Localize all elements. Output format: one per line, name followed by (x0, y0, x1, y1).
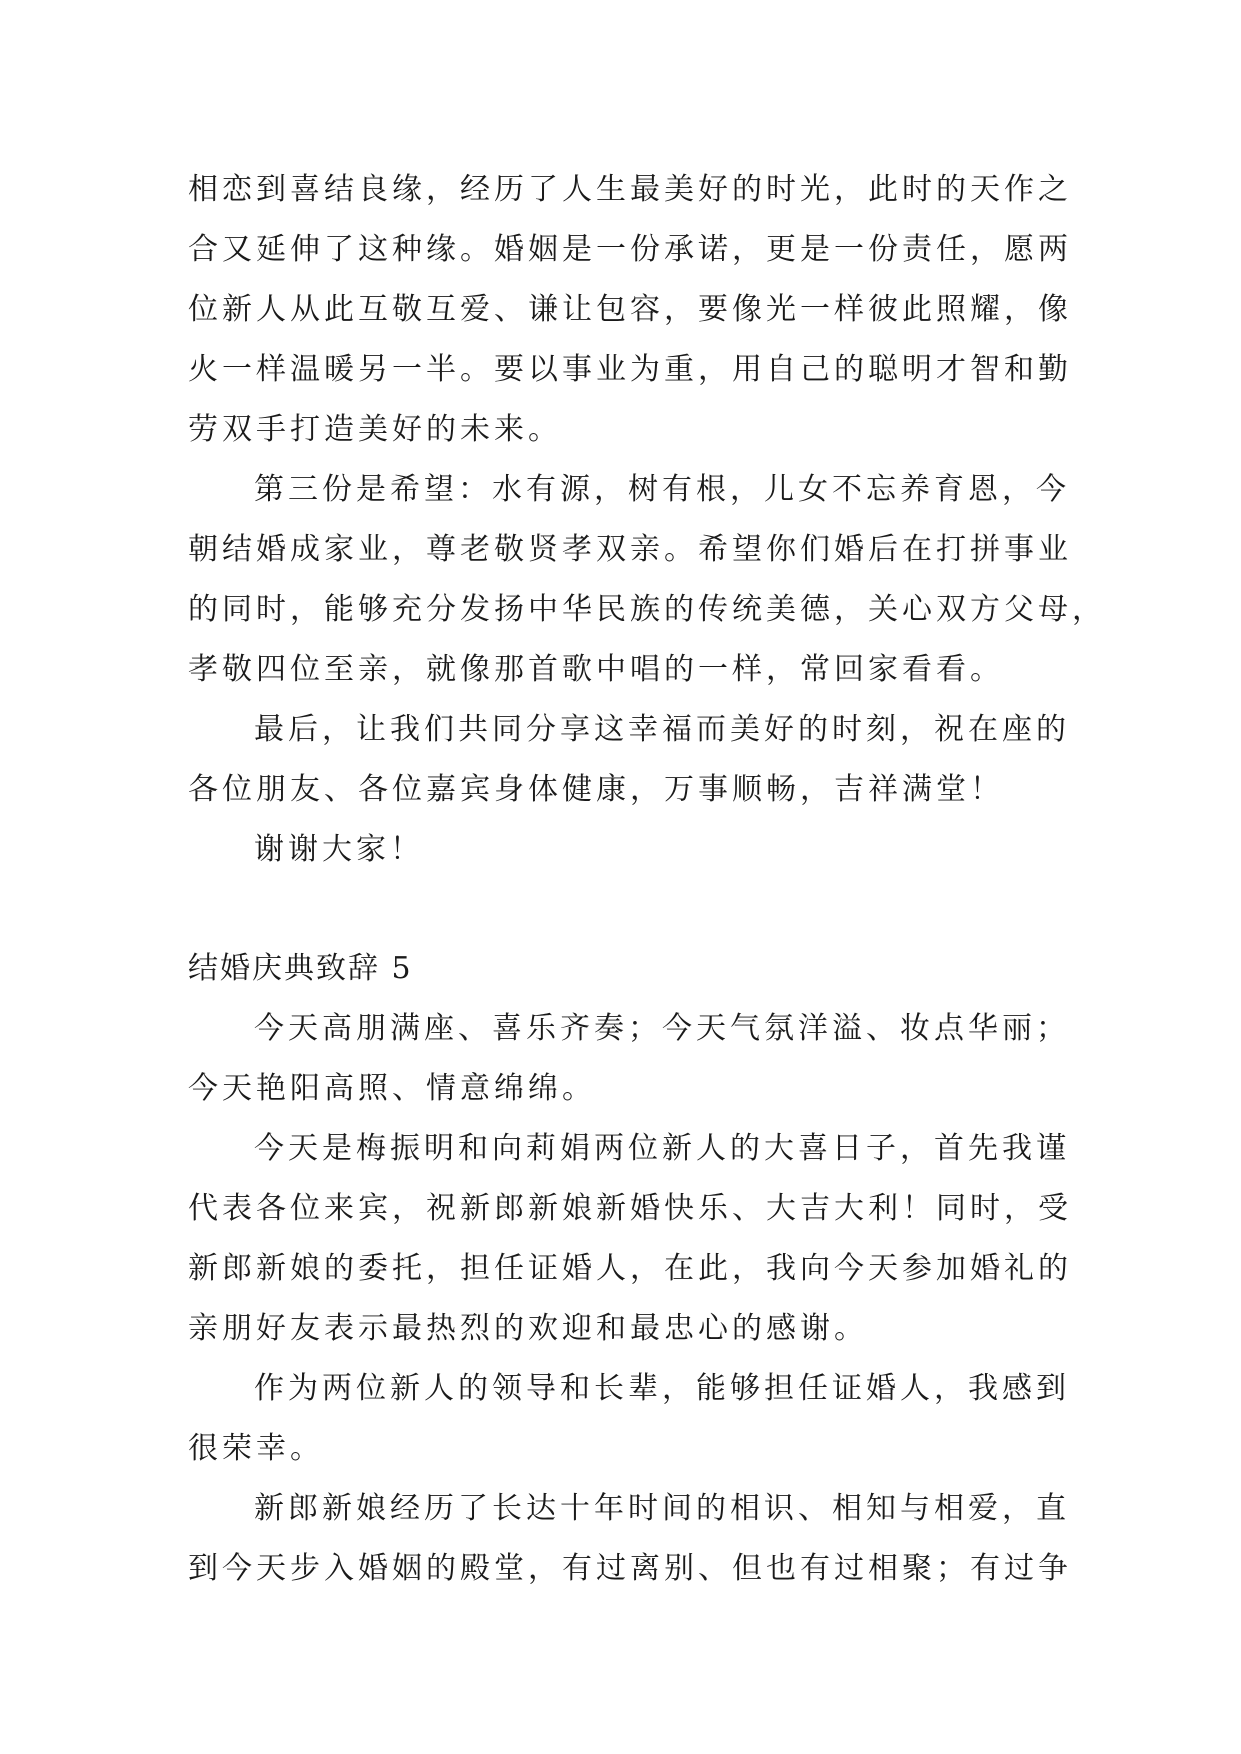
text-line: 各位朋友、各位嘉宾身体健康，万事顺畅，吉祥满堂！ (188, 772, 1004, 807)
text-line: 新郎新娘经历了长达十年时间的相识、相知与相爱，直 (254, 1491, 1070, 1526)
paragraph-continuation (188, 160, 1072, 460)
document-page (188, 160, 1106, 1599)
paragraph-opening (188, 999, 1070, 1119)
text-line: 作为两位新人的领导和长辈，能够担任证婚人，我感到 (254, 1371, 1070, 1406)
text-line: 的同时，能够充分发扬中华民族的传统美德，关心双方父母， (188, 592, 1106, 627)
text-line: 第三份是希望：水有源，树有根，儿女不忘养育恩，今 (254, 472, 1070, 507)
text-line: 朝结婚成家业，尊老敬贤孝双亲。希望你们婚后在打拼事业 (188, 532, 1072, 567)
text-line: 代表各位来宾，祝新郎新娘新婚快乐、大吉大利！同时，受 (188, 1191, 1072, 1226)
text-line: 很荣幸。 (188, 1431, 324, 1466)
text-line: 最后，让我们共同分享这幸福而美好的时刻，祝在座的 (254, 712, 1070, 747)
text-line: 位新人从此互敬互爱、谦让包容，要像光一样彼此照耀，像 (188, 292, 1072, 327)
text-line: 到今天步入婚姻的殿堂，有过离别、但也有过相聚；有过争 (188, 1551, 1072, 1586)
paragraph-journey (188, 1479, 1072, 1599)
text-line: 劳双手打造美好的未来。 (188, 412, 562, 447)
thanks-line: 谢谢大家！ (254, 832, 424, 867)
text-line: 火一样温暖另一半。要以事业为重，用自己的聪明才智和勤 (188, 352, 1072, 387)
text-line: 今天艳阳高照、情意绵绵。 (188, 1071, 596, 1106)
text-line: 新郎新娘的委托，担任证婚人，在此，我向今天参加婚礼的 (188, 1251, 1072, 1286)
paragraph-hope (188, 460, 1106, 700)
text-line: 孝敬四位至亲，就像那首歌中唱的一样，常回家看看。 (188, 652, 1004, 687)
paragraph-introduction (188, 1119, 1072, 1359)
text-line: 相恋到喜结良缘，经历了人生最美好的时光，此时的天作之 (188, 172, 1072, 207)
text-line: 合又延伸了这种缘。婚姻是一份承诺，更是一份责任，愿两 (188, 232, 1072, 267)
text-line: 今天高朋满座、喜乐齐奏；今天气氛洋溢、妆点华丽； (254, 1011, 1070, 1046)
paragraph-honor (188, 1359, 1070, 1479)
section-title: 结婚庆典致辞 5 (188, 951, 413, 986)
text-line: 今天是梅振明和向莉娟两位新人的大喜日子，首先我谨 (254, 1131, 1070, 1166)
text-line: 亲朋好友表示最热烈的欢迎和最忠心的感谢。 (188, 1311, 868, 1346)
paragraph-closing (188, 700, 1070, 820)
